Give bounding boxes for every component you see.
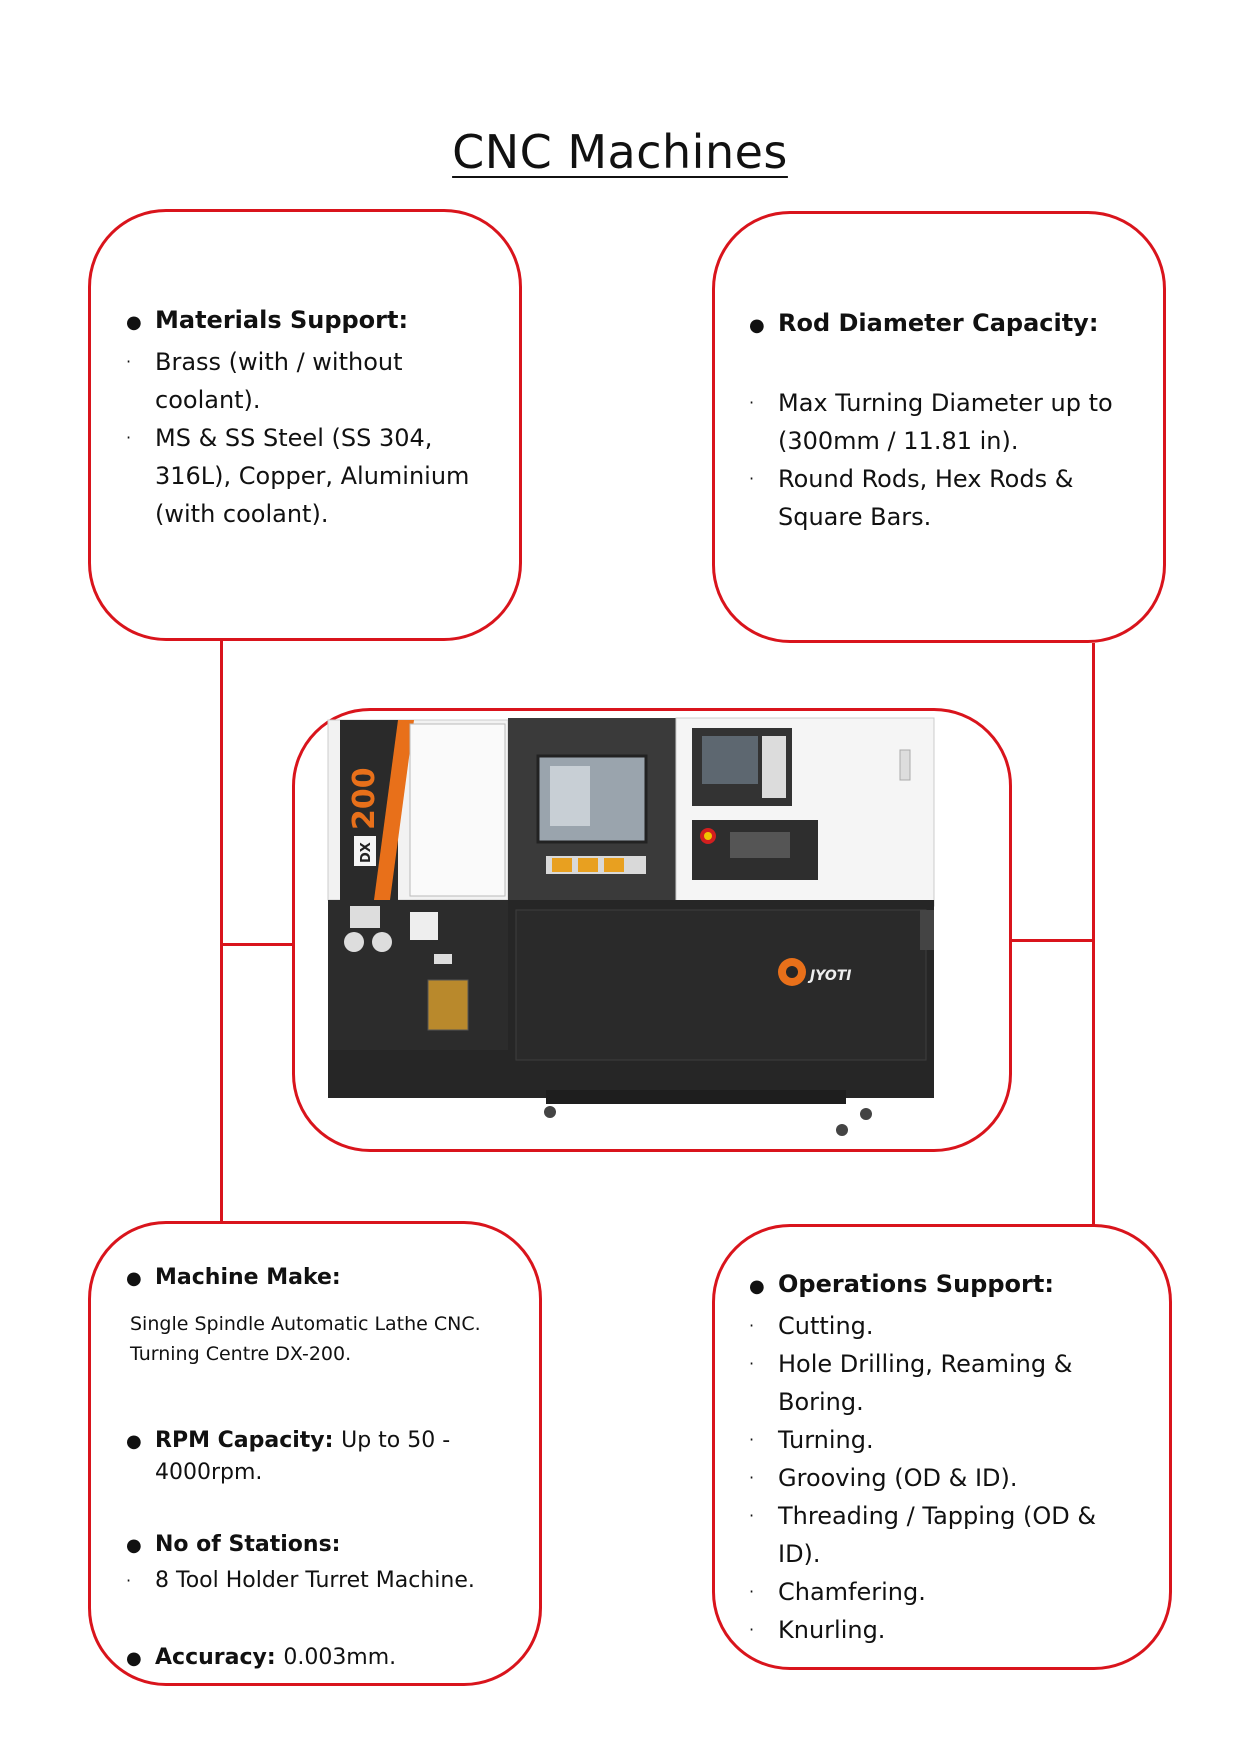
machine-image	[310, 710, 970, 1150]
accuracy: ● Accuracy: 0.003mm.	[126, 1645, 397, 1670]
operations-section	[749, 1264, 1129, 1649]
materials-heading: ● Materials Support:	[126, 306, 409, 334]
machine-make-heading: ● Machine Make:	[126, 1265, 341, 1290]
stations-heading: ● No of Stations:	[126, 1532, 341, 1557]
list-item: · Brass (with / without coolant).	[126, 348, 403, 414]
page-title: CNC Machines	[452, 125, 788, 179]
list-item: · Max Turning Diameter up to (300mm / 11.81 in).	[749, 389, 1113, 455]
connector-left-vertical	[220, 638, 223, 1224]
list-item: · Threading / Tapping (OD & ID).	[749, 1502, 1097, 1568]
list-item: · Chamfering.	[749, 1578, 926, 1606]
list-item: · Cutting.	[749, 1312, 874, 1340]
operations-heading: ● Operations Support:	[749, 1270, 1054, 1298]
cnc-lathe-illustration	[310, 710, 970, 1150]
brand-label: JYOTI	[810, 968, 852, 984]
list-item: · Turning.	[749, 1426, 874, 1454]
materials-section	[126, 300, 506, 533]
list-item: · Hole Drilling, Reaming & Boring.	[749, 1350, 1073, 1416]
machine-make-line: Single Spindle Automatic Lathe CNC.	[130, 1313, 481, 1335]
connector-left-horizontal	[220, 943, 296, 946]
model-number: 200	[347, 767, 382, 830]
rod-section	[749, 303, 1129, 536]
machine-make-line: Turning Centre DX-200.	[130, 1343, 352, 1365]
list-item: · Round Rods, Hex Rods & Square Bars.	[749, 465, 1074, 531]
machine-make-section	[126, 1258, 526, 1679]
model-prefix: DX	[359, 842, 374, 863]
list-item: · 8 Tool Holder Turret Machine.	[126, 1568, 475, 1593]
rod-heading: ● Rod Diameter Capacity:	[749, 309, 1099, 337]
connector-right-horizontal	[1012, 939, 1095, 942]
rpm-capacity: ● RPM Capacity: Up to 50 - 4000rpm.	[126, 1428, 451, 1485]
connector-right-vertical	[1092, 643, 1095, 1227]
list-item: · MS & SS Steel (SS 304, 316L), Copper, Aluminium (with coolant).	[126, 424, 470, 528]
list-item: · Knurling.	[749, 1616, 886, 1644]
list-item: · Grooving (OD & ID).	[749, 1464, 1018, 1492]
